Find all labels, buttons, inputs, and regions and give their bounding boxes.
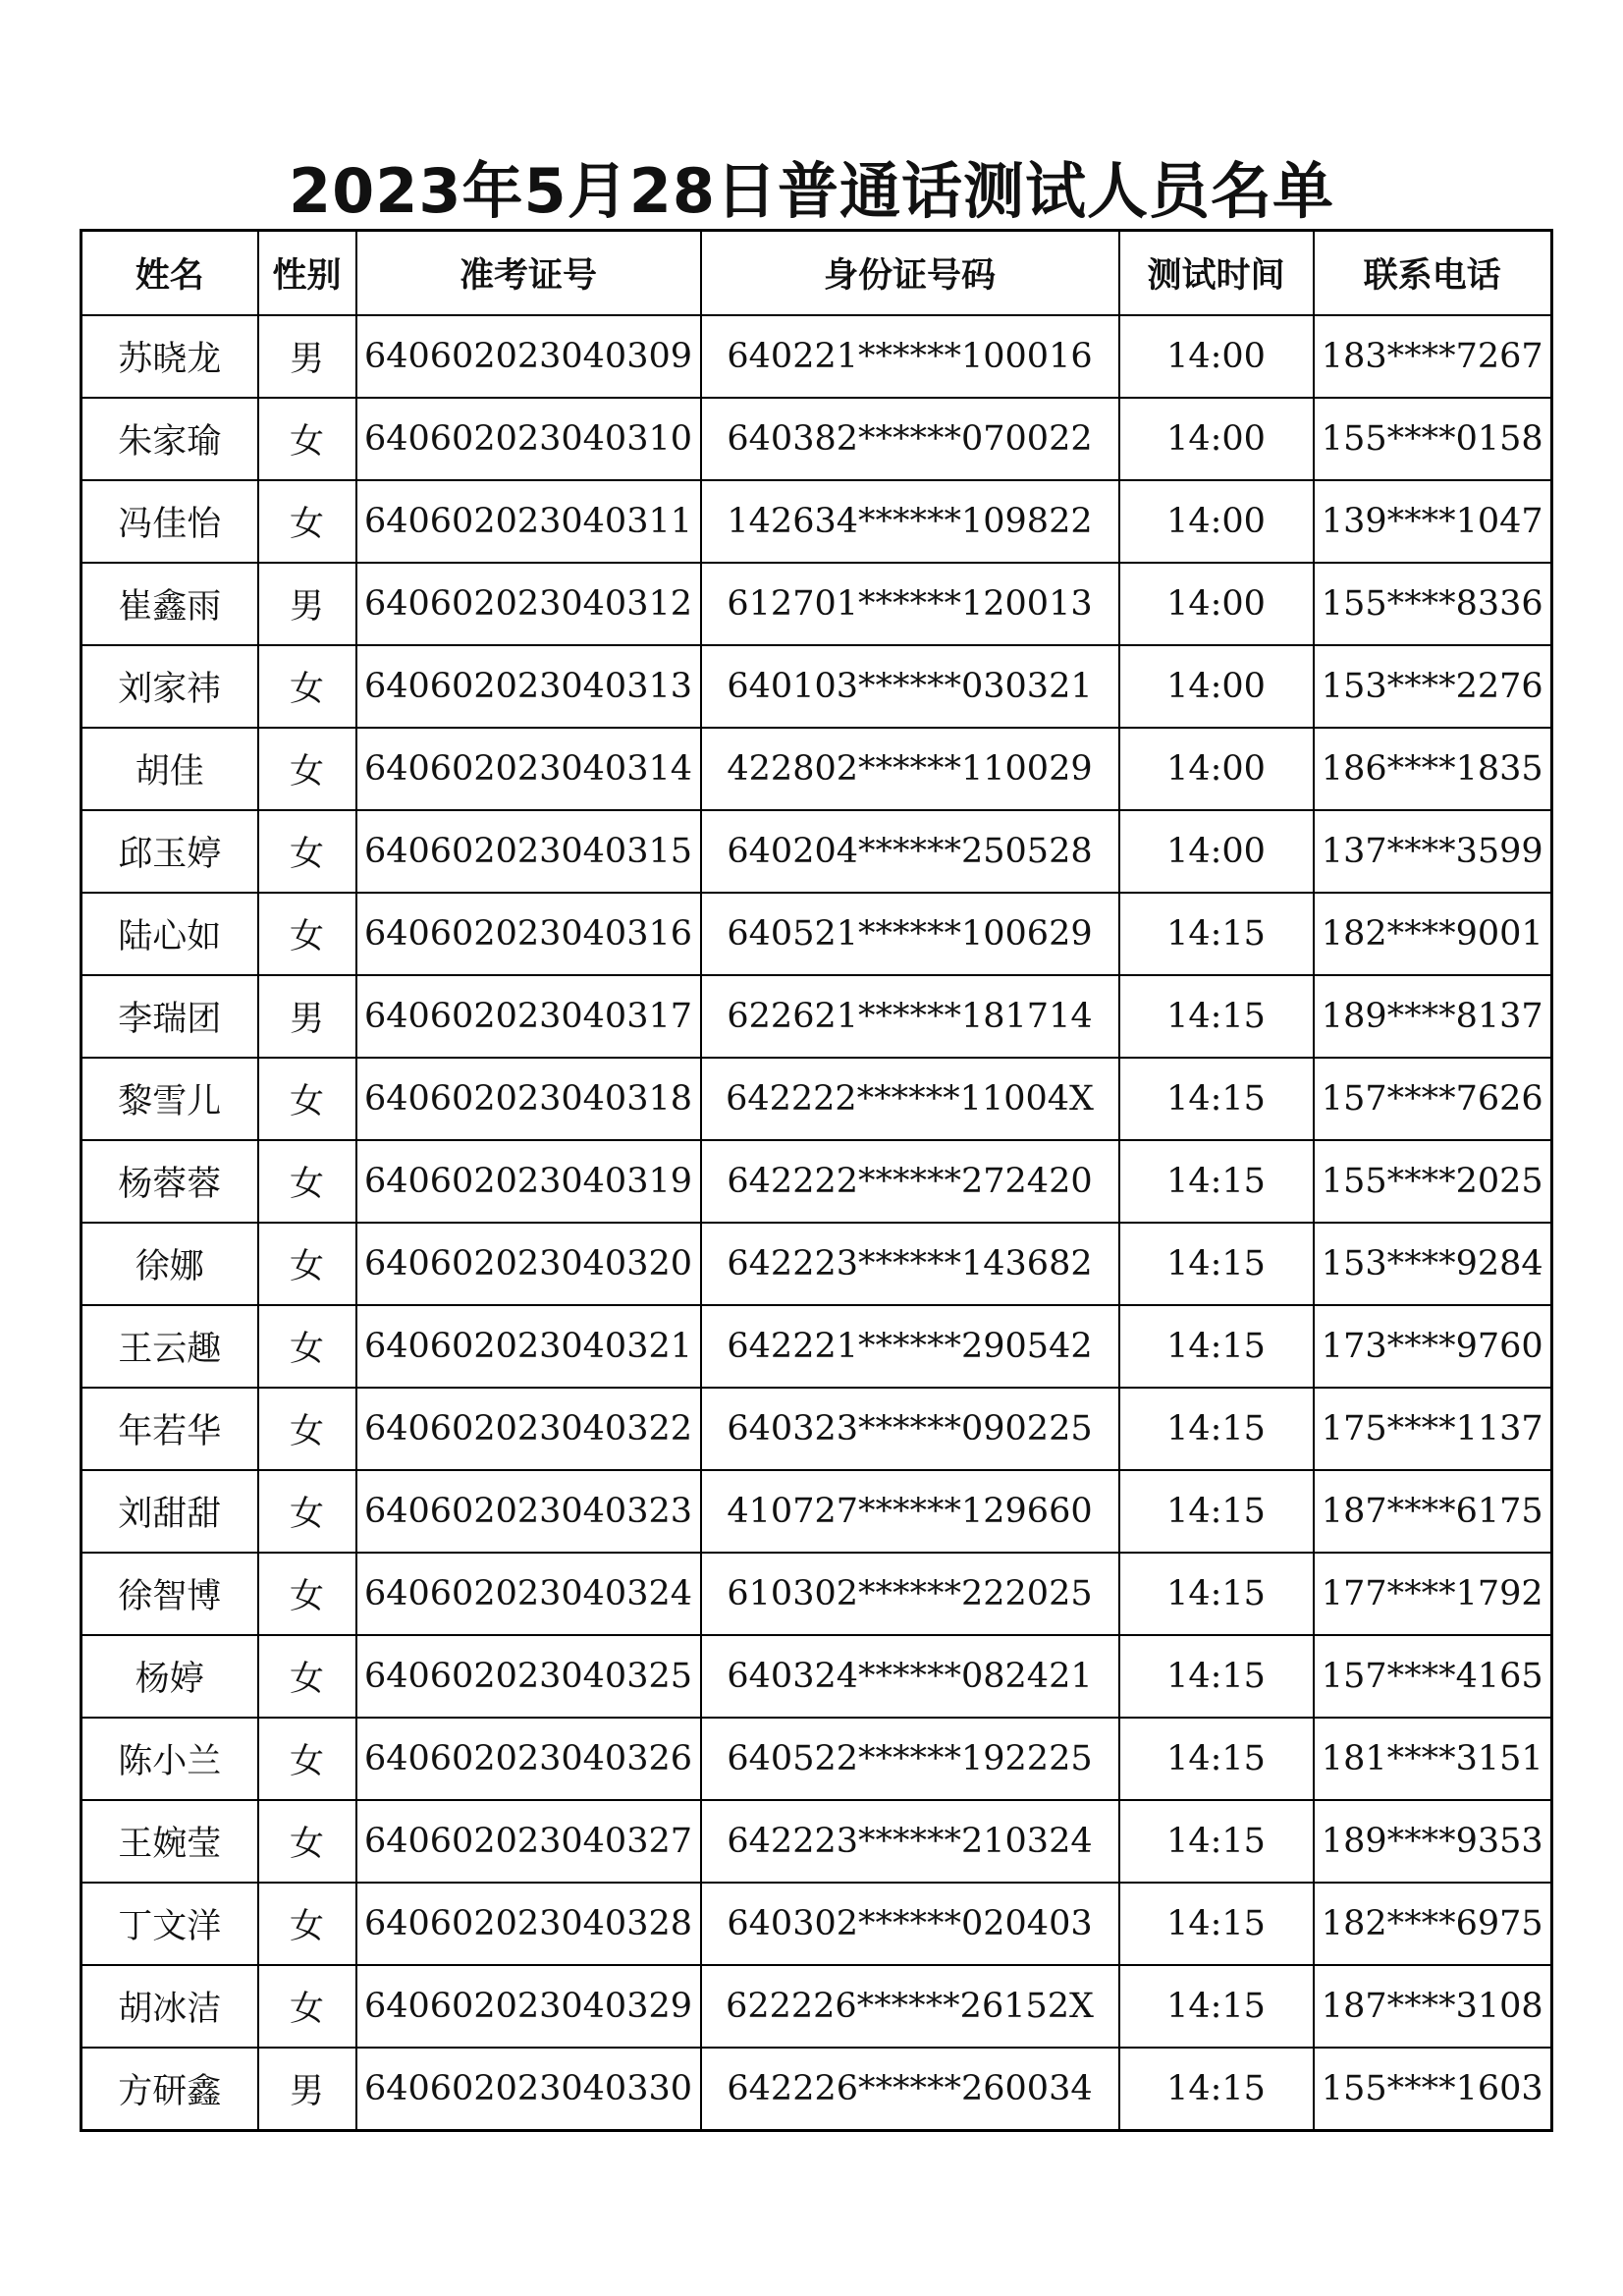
id-number-cell: 610302******222025 (701, 1553, 1119, 1635)
id-number-cell: 640103******030321 (701, 645, 1119, 728)
admission-number-cell: 640602023040323 (356, 1470, 701, 1553)
id-number-cell: 642223******143682 (701, 1223, 1119, 1305)
admission-number-cell: 640602023040311 (356, 480, 701, 563)
phone-cell: 187****3108 (1314, 1965, 1552, 2048)
gender-cell: 女 (258, 645, 356, 728)
table-row (81, 975, 1552, 1058)
id-number-cell: 640521******100629 (701, 893, 1119, 975)
id-number-cell: 640302******020403 (701, 1883, 1119, 1965)
admission-number-cell: 640602023040319 (356, 1140, 701, 1223)
page-title: 2023年5月28日普通话测试人员名单 (289, 155, 1334, 227)
name-cell: 丁文洋 (81, 1883, 258, 1965)
gender-cell: 女 (258, 1140, 356, 1223)
phone-cell: 187****6175 (1314, 1470, 1552, 1553)
admission-number-cell: 640602023040330 (356, 2048, 701, 2131)
admission-number-cell: 640602023040327 (356, 1800, 701, 1883)
gender-cell: 女 (258, 1800, 356, 1883)
name-cell: 刘家祎 (81, 645, 258, 728)
name-cell: 刘甜甜 (81, 1470, 258, 1553)
phone-cell: 155****2025 (1314, 1140, 1552, 1223)
gender-cell: 女 (258, 480, 356, 563)
table-row (81, 645, 1552, 728)
gender-cell: 男 (258, 2048, 356, 2131)
admission-number-cell: 640602023040322 (356, 1388, 701, 1470)
test-time-cell: 14:00 (1119, 645, 1314, 728)
admission-number-cell: 640602023040326 (356, 1718, 701, 1800)
id-number-cell: 612701******120013 (701, 563, 1119, 645)
name-cell: 王云趣 (81, 1305, 258, 1388)
phone-cell: 182****9001 (1314, 893, 1552, 975)
admission-number-cell: 640602023040315 (356, 810, 701, 893)
test-time-cell: 14:00 (1119, 398, 1314, 480)
table-row (81, 1305, 1552, 1388)
gender-cell: 女 (258, 1635, 356, 1718)
table-row (81, 1470, 1552, 1553)
table-header-row (81, 231, 1552, 316)
gender-cell: 男 (258, 975, 356, 1058)
phone-cell: 175****1137 (1314, 1388, 1552, 1470)
name-cell: 黎雪儿 (81, 1058, 258, 1140)
test-time-cell: 14:15 (1119, 1718, 1314, 1800)
phone-cell: 177****1792 (1314, 1553, 1552, 1635)
gender-cell: 女 (258, 1553, 356, 1635)
id-number-cell: 640382******070022 (701, 398, 1119, 480)
admission-number-cell: 640602023040324 (356, 1553, 701, 1635)
id-number-cell: 642226******260034 (701, 2048, 1119, 2131)
test-time-cell: 14:15 (1119, 1140, 1314, 1223)
phone-cell: 182****6975 (1314, 1883, 1552, 1965)
column-header-phone: 联系电话 (1314, 231, 1552, 316)
table-row (81, 1718, 1552, 1800)
column-header-name: 姓名 (81, 231, 258, 316)
table-row (81, 398, 1552, 480)
name-cell: 冯佳怡 (81, 480, 258, 563)
test-time-cell: 14:15 (1119, 1883, 1314, 1965)
gender-cell: 女 (258, 1965, 356, 2048)
phone-cell: 153****2276 (1314, 645, 1552, 728)
name-cell: 陈小兰 (81, 1718, 258, 1800)
name-cell: 杨蓉蓉 (81, 1140, 258, 1223)
phone-cell: 181****3151 (1314, 1718, 1552, 1800)
id-number-cell: 640323******090225 (701, 1388, 1119, 1470)
table-row (81, 1223, 1552, 1305)
test-time-cell: 14:15 (1119, 1800, 1314, 1883)
test-time-cell: 14:15 (1119, 975, 1314, 1058)
gender-cell: 女 (258, 810, 356, 893)
id-number-cell: 622226******26152X (701, 1965, 1119, 2048)
gender-cell: 女 (258, 728, 356, 810)
admission-number-cell: 640602023040321 (356, 1305, 701, 1388)
phone-cell: 155****8336 (1314, 563, 1552, 645)
table-row (81, 2048, 1552, 2131)
name-cell: 徐智博 (81, 1553, 258, 1635)
name-cell: 陆心如 (81, 893, 258, 975)
column-header-admission-number: 准考证号 (356, 231, 701, 316)
test-time-cell: 14:00 (1119, 315, 1314, 398)
id-number-cell: 642222******272420 (701, 1140, 1119, 1223)
admission-number-cell: 640602023040317 (356, 975, 701, 1058)
table-row (81, 1140, 1552, 1223)
admission-number-cell: 640602023040314 (356, 728, 701, 810)
id-number-cell: 640204******250528 (701, 810, 1119, 893)
table-row (81, 315, 1552, 398)
id-number-cell: 142634******109822 (701, 480, 1119, 563)
table-row (81, 480, 1552, 563)
test-time-cell: 14:15 (1119, 1388, 1314, 1470)
phone-cell: 189****8137 (1314, 975, 1552, 1058)
phone-cell: 157****4165 (1314, 1635, 1552, 1718)
phone-cell: 157****7626 (1314, 1058, 1552, 1140)
id-number-cell: 640221******100016 (701, 315, 1119, 398)
name-cell: 邱玉婷 (81, 810, 258, 893)
admission-number-cell: 640602023040313 (356, 645, 701, 728)
name-cell: 方研鑫 (81, 2048, 258, 2131)
name-cell: 杨婷 (81, 1635, 258, 1718)
column-header-gender: 性别 (258, 231, 356, 316)
test-time-cell: 14:15 (1119, 1470, 1314, 1553)
table-row (81, 563, 1552, 645)
test-time-cell: 14:15 (1119, 1305, 1314, 1388)
phone-cell: 186****1835 (1314, 728, 1552, 810)
column-header-id-number: 身份证号码 (701, 231, 1119, 316)
table-row (81, 1388, 1552, 1470)
phone-cell: 189****9353 (1314, 1800, 1552, 1883)
id-number-cell: 410727******129660 (701, 1470, 1119, 1553)
id-number-cell: 640324******082421 (701, 1635, 1119, 1718)
test-time-cell: 14:15 (1119, 1223, 1314, 1305)
id-number-cell: 642222******11004X (701, 1058, 1119, 1140)
test-time-cell: 14:00 (1119, 563, 1314, 645)
table-body (81, 315, 1552, 2131)
phone-cell: 173****9760 (1314, 1305, 1552, 1388)
gender-cell: 女 (258, 1305, 356, 1388)
phone-cell: 139****1047 (1314, 480, 1552, 563)
phone-cell: 155****1603 (1314, 2048, 1552, 2131)
name-cell: 王婉莹 (81, 1800, 258, 1883)
phone-cell: 137****3599 (1314, 810, 1552, 893)
table-row (81, 893, 1552, 975)
admission-number-cell: 640602023040325 (356, 1635, 701, 1718)
name-cell: 胡冰洁 (81, 1965, 258, 2048)
gender-cell: 男 (258, 315, 356, 398)
phone-cell: 183****7267 (1314, 315, 1552, 398)
table-row (81, 810, 1552, 893)
admission-number-cell: 640602023040328 (356, 1883, 701, 1965)
table-row (81, 1058, 1552, 1140)
test-time-cell: 14:15 (1119, 1635, 1314, 1718)
column-header-test-time: 测试时间 (1119, 231, 1314, 316)
gender-cell: 男 (258, 563, 356, 645)
admission-number-cell: 640602023040316 (356, 893, 701, 975)
table-row (81, 1965, 1552, 2048)
name-cell: 胡佳 (81, 728, 258, 810)
gender-cell: 女 (258, 1058, 356, 1140)
name-cell: 崔鑫雨 (81, 563, 258, 645)
id-number-cell: 640522******192225 (701, 1718, 1119, 1800)
test-time-cell: 14:15 (1119, 1965, 1314, 2048)
gender-cell: 女 (258, 1388, 356, 1470)
roster-table (80, 229, 1553, 2132)
gender-cell: 女 (258, 398, 356, 480)
table-row (81, 1883, 1552, 1965)
test-time-cell: 14:15 (1119, 1553, 1314, 1635)
phone-cell: 155****0158 (1314, 398, 1552, 480)
id-number-cell: 622621******181714 (701, 975, 1119, 1058)
admission-number-cell: 640602023040329 (356, 1965, 701, 2048)
name-cell: 年若华 (81, 1388, 258, 1470)
test-time-cell: 14:00 (1119, 810, 1314, 893)
admission-number-cell: 640602023040312 (356, 563, 701, 645)
table-row (81, 728, 1552, 810)
name-cell: 李瑞团 (81, 975, 258, 1058)
table-row (81, 1635, 1552, 1718)
test-time-cell: 14:00 (1119, 728, 1314, 810)
gender-cell: 女 (258, 1223, 356, 1305)
table-row (81, 1800, 1552, 1883)
test-time-cell: 14:15 (1119, 893, 1314, 975)
name-cell: 徐娜 (81, 1223, 258, 1305)
test-time-cell: 14:15 (1119, 2048, 1314, 2131)
admission-number-cell: 640602023040320 (356, 1223, 701, 1305)
gender-cell: 女 (258, 1718, 356, 1800)
test-time-cell: 14:00 (1119, 480, 1314, 563)
phone-cell: 153****9284 (1314, 1223, 1552, 1305)
admission-number-cell: 640602023040318 (356, 1058, 701, 1140)
id-number-cell: 422802******110029 (701, 728, 1119, 810)
admission-number-cell: 640602023040309 (356, 315, 701, 398)
id-number-cell: 642223******210324 (701, 1800, 1119, 1883)
gender-cell: 女 (258, 1883, 356, 1965)
gender-cell: 女 (258, 1470, 356, 1553)
gender-cell: 女 (258, 893, 356, 975)
table-row (81, 1553, 1552, 1635)
admission-number-cell: 640602023040310 (356, 398, 701, 480)
id-number-cell: 642221******290542 (701, 1305, 1119, 1388)
test-time-cell: 14:15 (1119, 1058, 1314, 1140)
name-cell: 朱家瑜 (81, 398, 258, 480)
name-cell: 苏晓龙 (81, 315, 258, 398)
